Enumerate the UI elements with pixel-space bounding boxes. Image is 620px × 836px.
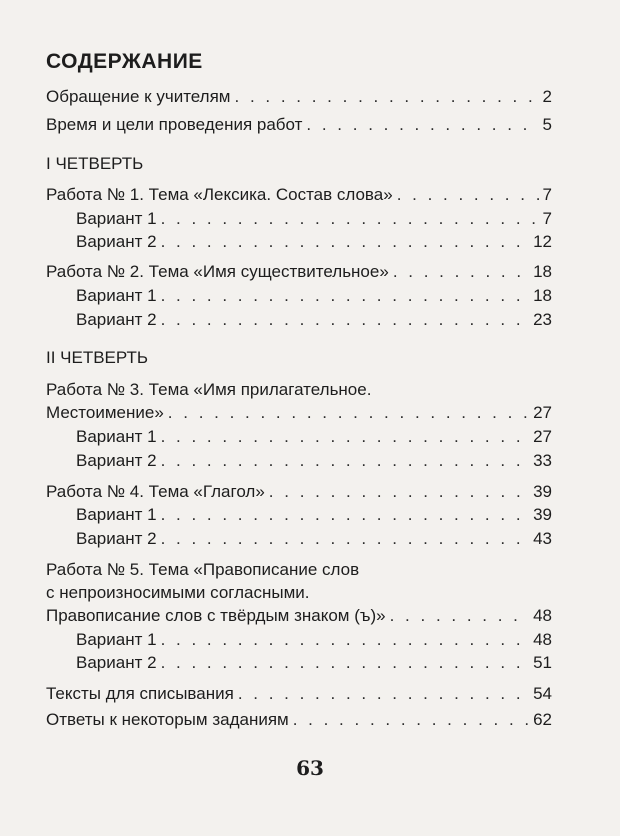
toc-entry-page: 7 [542,185,552,204]
dot-leader [397,185,539,205]
toc-entry-label: Вариант 1 [76,286,157,305]
toc-subentry [76,529,552,549]
dot-leader [161,427,530,447]
toc-entry-page: 18 [533,262,552,281]
toc-entry-label: Вариант 2 [76,653,157,672]
toc-entry-page: 48 [533,606,552,625]
toc-subentry [76,427,552,447]
toc-entry [46,87,552,107]
toc-entry [46,403,552,423]
toc-entry-page: 18 [533,286,552,305]
toc-subentry [76,630,552,650]
toc-entry-label: Вариант 1 [76,209,157,228]
toc-entry [46,482,552,502]
toc-subentry [76,451,552,471]
toc-entry-page: 23 [533,310,552,329]
contents-title: СОДЕРЖАНИЕ [46,50,203,73]
dot-leader [161,451,530,471]
toc-entry-page: 51 [533,653,552,672]
toc-subentry [76,505,552,525]
toc-entry [46,262,552,282]
toc-entry-label: Вариант 1 [76,427,157,446]
toc-entry-line: с непроизносимыми согласными. [46,583,310,602]
page-number: 63 [296,756,324,780]
dot-leader [293,710,529,730]
dot-leader [161,232,530,252]
toc-entry-label: Работа № 1. Тема «Лексика. Состав слова» [46,185,393,204]
toc-entry-label: Работа № 2. Тема «Имя существительное» [46,262,389,281]
toc-entry-page: 39 [533,505,552,524]
toc-entry-page: 33 [533,451,552,470]
toc-entry-page: 43 [533,529,552,548]
dot-leader [168,403,529,423]
toc-subentry [76,310,552,330]
toc-entry-page: 12 [533,232,552,251]
dot-leader [393,262,529,282]
toc-subentry [76,286,552,306]
toc-entry-label: Вариант 2 [76,232,157,251]
dot-leader [269,482,529,502]
toc-entry-page: 54 [533,684,552,703]
toc-entry-label: Вариант 2 [76,310,157,329]
dot-leader [390,606,529,626]
toc-entry-line: Работа № 3. Тема «Имя прилагательное. [46,380,372,399]
toc-subentry [76,209,552,229]
dot-leader [161,209,539,229]
toc-entry-label: Время и цели проведения работ [46,115,303,134]
toc-entry-label: Вариант 2 [76,529,157,548]
toc-entry [46,606,552,626]
dot-leader [306,115,538,135]
toc-entry-label: Тексты для списывания [46,684,234,703]
toc-entry-page: 2 [542,87,552,106]
dot-leader [235,87,539,107]
toc-entry [46,115,552,135]
toc-entry-label: Работа № 4. Тема «Глагол» [46,482,265,501]
toc-entry-page: 48 [533,630,552,649]
toc-entry-label: Местоимение» [46,403,164,422]
toc-entry-page: 62 [533,710,552,729]
toc-subentry [76,653,552,673]
toc-entry-page: 27 [533,403,552,422]
toc-entry [46,710,552,730]
dot-leader [238,684,529,704]
dot-leader [161,630,530,650]
toc-entry [46,185,552,205]
section-heading-q1: I ЧЕТВЕРТЬ [46,154,144,173]
toc-entry [46,684,552,704]
toc-entry-line: Работа № 5. Тема «Правописание слов [46,560,360,579]
toc-entry-label: Вариант 1 [76,505,157,524]
toc-entry-label: Правописание слов с твёрдым знаком (ъ)» [46,606,386,625]
dot-leader [161,653,530,673]
toc-entry-label: Вариант 2 [76,451,157,470]
toc-entry-label: Обращение к учителям [46,87,231,106]
dot-leader [161,310,530,330]
toc-entry-page: 7 [542,209,552,228]
toc-entry-page: 5 [542,115,552,134]
toc-subentry [76,232,552,252]
toc-entry-page: 27 [533,427,552,446]
toc-entry-label: Вариант 1 [76,630,157,649]
dot-leader [161,529,530,549]
toc-entry-label: Ответы к некоторым заданиям [46,710,289,729]
dot-leader [161,286,530,306]
toc-entry-page: 39 [533,482,552,501]
dot-leader [161,505,530,525]
section-heading-q2: II ЧЕТВЕРТЬ [46,348,149,367]
